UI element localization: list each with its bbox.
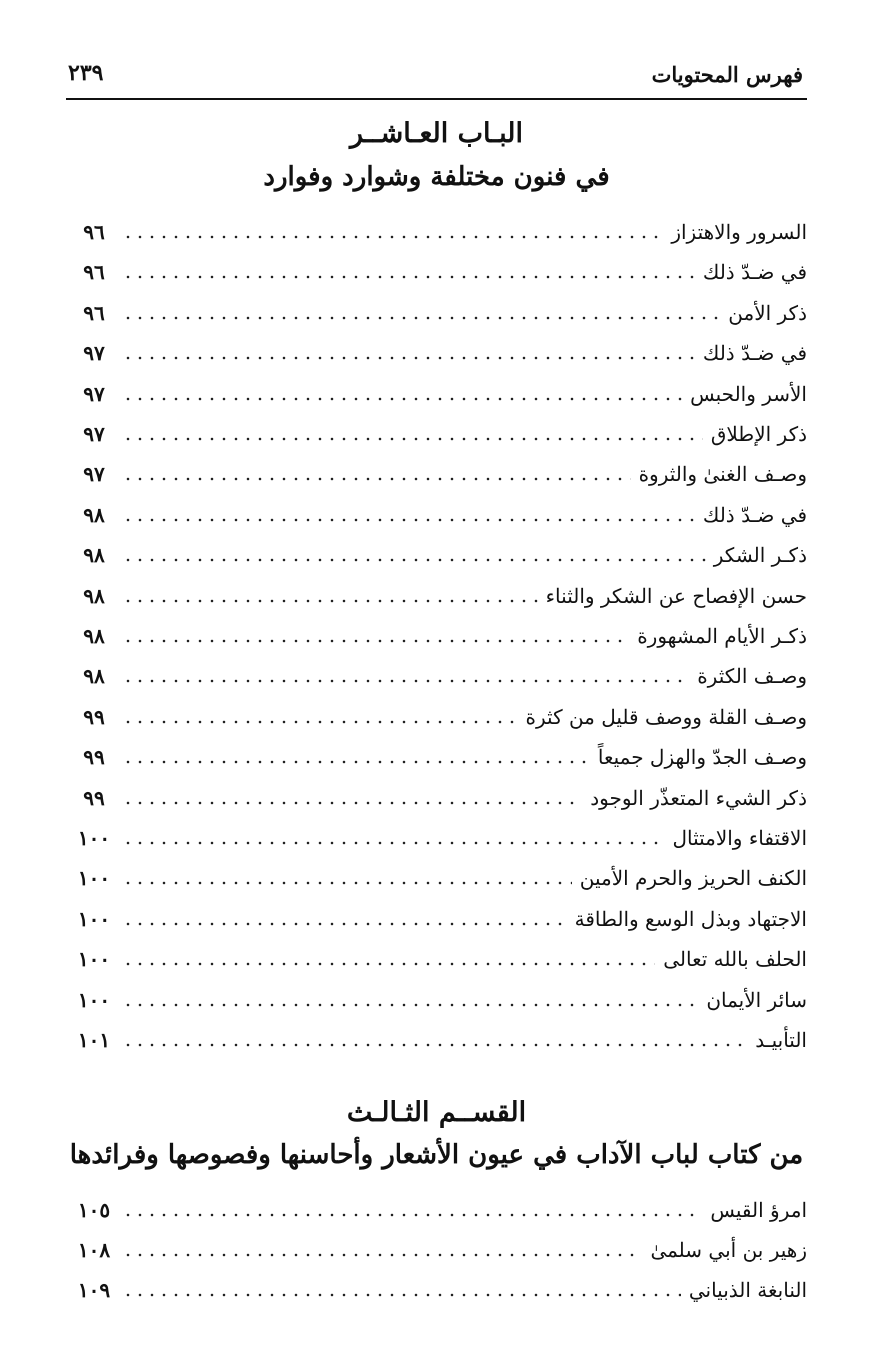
dot-leader <box>122 1003 698 1007</box>
toc-entry <box>66 576 807 616</box>
section-subtitle: من كتاب لباب الآداب في عيون الأشعار وأحاسنها وفصوصها وفرائدها <box>69 1140 804 1170</box>
toc-entry <box>66 616 807 656</box>
toc-entry-label: الاجتهاد وبذل الوسع والطاقة <box>574 906 807 931</box>
toc-entry-page: ٩٨ <box>83 502 105 527</box>
dot-leader <box>122 599 538 603</box>
toc-entry <box>66 737 807 777</box>
toc-entry-label: التأبيـد <box>755 1028 807 1052</box>
dot-leader <box>122 316 720 320</box>
toc-entry-label: ذكـر الأيام المشهورة <box>637 624 807 648</box>
toc-entry-label: سائر الأيمان <box>706 987 807 1012</box>
toc-entry-page: ٩٦ <box>83 300 105 325</box>
toc-entry <box>66 656 807 696</box>
toc-entry-label: الحلف بالله تعالى <box>663 947 807 972</box>
toc-entry <box>66 293 807 333</box>
toc-entry-label: حسن الإفصاح عن الشكر والثناء <box>545 583 807 608</box>
toc-entry-page: ١٠٩ <box>77 1278 111 1302</box>
toc-entry <box>66 980 807 1020</box>
toc-entry-page: ١٠٠ <box>77 906 111 931</box>
toc-entry-page: ١٠٠ <box>77 947 111 972</box>
toc-entry-page: ٩٨ <box>83 664 105 689</box>
toc-entry <box>66 212 807 252</box>
toc-entry-page: ١٠١ <box>77 1028 111 1052</box>
toc-entry-label: السرور والاهتزاز <box>671 220 807 244</box>
dot-leader <box>122 1043 747 1047</box>
dot-leader <box>122 518 695 522</box>
toc-entry <box>66 899 807 939</box>
dot-leader <box>122 437 703 441</box>
toc-entry-page: ٩٧ <box>83 381 105 406</box>
toc-entry-label: في ضـدّ ذلك <box>702 502 807 527</box>
toc-entry-page: ١٠٠ <box>77 826 111 850</box>
dot-leader <box>122 1253 642 1257</box>
toc-entry <box>66 374 807 414</box>
dot-leader <box>122 841 664 845</box>
toc-entry-label: ذكر الإطلاق <box>710 422 807 446</box>
toc-entry-label: في ضـدّ ذلك <box>702 341 807 366</box>
dot-leader <box>122 922 567 926</box>
toc-entry-label: النابغة الذبياني <box>688 1278 807 1302</box>
dot-leader <box>122 639 629 643</box>
toc-entry <box>66 858 807 898</box>
toc-entry <box>66 818 807 858</box>
toc-entry-label: زهير بن أبي سلمىٰ <box>650 1238 807 1262</box>
dot-leader <box>122 881 572 885</box>
running-title: فهرس المحتويات <box>651 62 803 87</box>
toc-entry-page: ٩٩ <box>83 704 105 729</box>
toc-entry-label: امرؤ القيس <box>710 1198 807 1222</box>
dot-leader <box>122 720 518 724</box>
toc-entry <box>66 252 807 292</box>
toc-entry <box>66 697 807 737</box>
toc-entry <box>66 778 807 818</box>
section-title: القســم الثـالـث <box>346 1097 527 1128</box>
toc-entry-page: ٩٨ <box>83 543 105 568</box>
dot-leader <box>122 1213 702 1217</box>
dot-leader <box>122 235 663 239</box>
dot-leader <box>122 801 582 805</box>
dot-leader <box>122 397 682 401</box>
toc-entry-page: ٩٦ <box>83 260 105 285</box>
toc-entry <box>66 939 807 979</box>
toc-entry-page: ٩٧ <box>83 462 105 487</box>
dot-leader <box>122 558 706 562</box>
toc-entry-label: ذكر الشيء المتعذّر الوجود <box>590 785 807 810</box>
dot-leader <box>122 760 590 764</box>
toc-entry <box>66 414 807 454</box>
dot-leader <box>122 356 695 360</box>
toc-entry-label: الاقتفاء والامتثال <box>672 826 807 850</box>
toc-entry-label: وصـف الكثرة <box>697 664 807 689</box>
toc-entry <box>66 1270 807 1310</box>
toc-entry-page: ١٠٨ <box>77 1238 111 1262</box>
toc-entry-label: الكنف الحريز والحرم الأمين <box>579 866 807 891</box>
chapter-title: البـاب العـاشــر <box>349 118 524 149</box>
toc-entry <box>66 1230 807 1270</box>
toc-entry-page: ٩٨ <box>83 583 105 608</box>
toc-entry-label: ذكـر الشكر <box>713 543 807 568</box>
toc-entry-label: وصـف القلة ووصف قليل من كثرة <box>525 704 807 729</box>
dot-leader <box>122 962 655 966</box>
page-header <box>66 58 807 100</box>
dot-leader <box>122 679 689 683</box>
toc-entry-page: ٩٨ <box>83 624 105 648</box>
dot-leader <box>122 275 695 279</box>
toc-entry <box>66 495 807 535</box>
toc-entry-page: ٩٧ <box>83 341 105 366</box>
toc-entry-page: ٩٧ <box>83 422 105 446</box>
toc-entry <box>66 1020 807 1060</box>
toc-entry-label: وصـف الغنىٰ والثروة <box>638 462 807 487</box>
toc-entry-label: ذكر الأمن <box>728 300 807 325</box>
toc-entry <box>66 535 807 575</box>
dot-leader <box>122 1293 681 1297</box>
toc-entry-page: ١٠٠ <box>77 866 111 891</box>
toc-entry-label: في ضـدّ ذلك <box>702 260 807 285</box>
toc-entry-page: ١٠٥ <box>77 1198 111 1222</box>
dot-leader <box>122 477 631 481</box>
toc-entry-page: ١٠٠ <box>77 987 111 1012</box>
toc-entry-page: ٩٩ <box>83 745 105 770</box>
toc-entry-page: ٩٦ <box>83 220 105 244</box>
toc-entry-page: ٩٩ <box>83 785 105 810</box>
toc-entry-label: وصـف الجدّ والهزل جميعاً <box>597 745 807 770</box>
chapter-subtitle: في فنون مختلفة وشوارد وفوارد <box>263 162 610 192</box>
toc-entry <box>66 333 807 373</box>
toc-entry <box>66 1190 807 1230</box>
page-number: ٢٣٩ <box>68 60 104 86</box>
toc-entry <box>66 454 807 494</box>
toc-entry-label: الأسر والحبس <box>690 381 807 406</box>
